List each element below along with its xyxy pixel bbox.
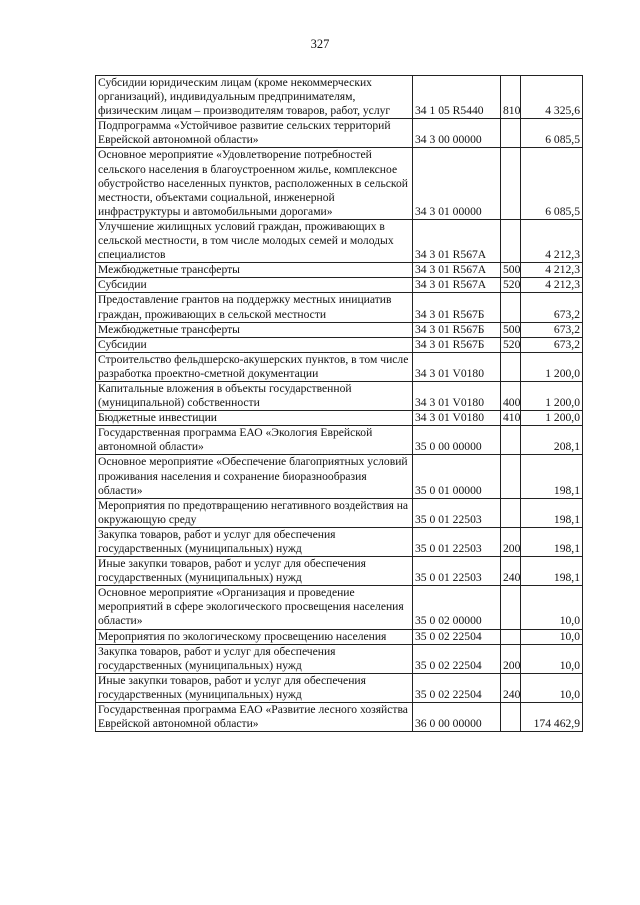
row-name-cell: Основное мероприятие «Организация и проведение мероприятий в сфере экологического просвещения населения области» [96,586,413,629]
row-code-cell: 34 3 01 V0180 [413,381,501,410]
row-name-cell: Субсидии [96,337,413,352]
row-code-cell: 35 0 02 22504 [413,629,501,644]
table-row [96,586,583,629]
row-amount-cell: 673,2 [521,293,583,322]
table-row [96,352,583,381]
row-code-cell: 34 3 01 R567A [413,278,501,293]
row-amount-cell: 1 200,0 [521,352,583,381]
row-expense-type-cell [501,629,521,644]
row-name-cell: Иные закупки товаров, работ и услуг для обеспечения государственных (муниципальных) нужд [96,557,413,586]
row-expense-type-cell [501,498,521,527]
row-amount-cell: 198,1 [521,527,583,556]
row-amount-cell: 10,0 [521,673,583,702]
row-name-cell: Основное мероприятие «Обеспечение благоприятных условий проживания населения и сохранение биоразнообразия области» [96,455,413,498]
row-amount-cell: 673,2 [521,337,583,352]
row-expense-type-cell: 200 [501,527,521,556]
row-code-cell: 35 0 01 22503 [413,498,501,527]
row-name-cell: Мероприятия по предотвращению негативного воздействия на окружающую среду [96,498,413,527]
row-amount-cell: 208,1 [521,426,583,455]
table-row [96,673,583,702]
table-row [96,337,583,352]
table-row [96,527,583,556]
table-row [96,703,583,732]
row-name-cell: Межбюджетные трансферты [96,263,413,278]
row-amount-cell: 6 085,5 [521,148,583,219]
row-code-cell: 34 3 01 R567Б [413,337,501,352]
row-code-cell: 34 1 05 R5440 [413,76,501,119]
row-amount-cell: 4 325,6 [521,76,583,119]
row-amount-cell: 10,0 [521,629,583,644]
row-name-cell: Бюджетные инвестиции [96,411,413,426]
row-expense-type-cell: 520 [501,278,521,293]
row-amount-cell: 673,2 [521,322,583,337]
row-name-cell: Иные закупки товаров, работ и услуг для обеспечения государственных (муниципальных) нужд [96,673,413,702]
row-name-cell: Государственная программа ЕАО «Развитие лесного хозяйства Еврейской автономной области» [96,703,413,732]
row-expense-type-cell: 500 [501,263,521,278]
table-row [96,119,583,148]
table-row [96,557,583,586]
row-code-cell: 34 3 01 V0180 [413,352,501,381]
row-code-cell: 35 0 02 22504 [413,673,501,702]
table-row [96,455,583,498]
row-amount-cell: 10,0 [521,644,583,673]
row-expense-type-cell [501,586,521,629]
row-amount-cell: 198,1 [521,455,583,498]
table-row [96,498,583,527]
row-code-cell: 35 0 00 00000 [413,426,501,455]
row-amount-cell: 4 212,3 [521,219,583,262]
row-expense-type-cell [501,293,521,322]
row-expense-type-cell [501,455,521,498]
row-amount-cell: 198,1 [521,498,583,527]
row-amount-cell: 1 200,0 [521,411,583,426]
row-code-cell: 34 3 01 R567A [413,263,501,278]
table-row [96,293,583,322]
row-expense-type-cell: 240 [501,557,521,586]
row-code-cell: 35 0 01 22503 [413,527,501,556]
row-expense-type-cell: 400 [501,381,521,410]
row-name-cell: Основное мероприятие «Удовлетворение потребностей сельского населения в благоустроенном жилье, комплексное обустройство населенных пунктов, расположенных в сельской местности, объектами социальной, инженерной инфраструктуры и автомобильными дорогами» [96,148,413,219]
row-expense-type-cell: 240 [501,673,521,702]
row-code-cell: 35 0 02 22504 [413,644,501,673]
row-expense-type-cell: 520 [501,337,521,352]
row-code-cell: 34 3 01 00000 [413,148,501,219]
table-row [96,411,583,426]
row-expense-type-cell [501,426,521,455]
table-row [96,644,583,673]
row-code-cell: 34 3 01 R567Б [413,322,501,337]
row-amount-cell: 174 462,9 [521,703,583,732]
row-amount-cell: 6 085,5 [521,119,583,148]
table-row [96,148,583,219]
row-expense-type-cell: 200 [501,644,521,673]
row-name-cell: Закупка товаров, работ и услуг для обеспечения государственных (муниципальных) нужд [96,644,413,673]
table-row [96,219,583,262]
row-expense-type-cell: 810 [501,76,521,119]
budget-table [95,75,583,732]
row-expense-type-cell: 500 [501,322,521,337]
row-name-cell: Государственная программа ЕАО «Экология Еврейской автономной области» [96,426,413,455]
table-row [96,381,583,410]
row-expense-type-cell [501,119,521,148]
row-expense-type-cell [501,703,521,732]
table-row [96,76,583,119]
table-row [96,263,583,278]
row-code-cell: 36 0 00 00000 [413,703,501,732]
row-amount-cell: 1 200,0 [521,381,583,410]
table-row [96,426,583,455]
row-expense-type-cell: 410 [501,411,521,426]
table-row [96,629,583,644]
budget-table-body [96,76,583,732]
row-amount-cell: 10,0 [521,586,583,629]
row-name-cell: Межбюджетные трансферты [96,322,413,337]
row-name-cell: Субсидии юридическим лицам (кроме некоммерческих организаций), индивидуальным предпринимателям, физическим лицам – производителям товаров, работ, услуг [96,76,413,119]
row-name-cell: Мероприятия по экологическому просвещению населения [96,629,413,644]
row-name-cell: Субсидии [96,278,413,293]
row-expense-type-cell [501,352,521,381]
row-name-cell: Строительство фельдшерско-акушерских пунктов, в том числе разработка проектно-сметной документации [96,352,413,381]
row-code-cell: 35 0 01 22503 [413,557,501,586]
row-amount-cell: 4 212,3 [521,278,583,293]
row-expense-type-cell [501,148,521,219]
row-name-cell: Закупка товаров, работ и услуг для обеспечения государственных (муниципальных) нужд [96,527,413,556]
row-code-cell: 35 0 02 00000 [413,586,501,629]
row-amount-cell: 4 212,3 [521,263,583,278]
row-expense-type-cell [501,219,521,262]
row-code-cell: 34 3 01 R567Б [413,293,501,322]
row-name-cell: Капитальные вложения в объекты государственной (муниципальной) собственности [96,381,413,410]
page-number: 327 [310,37,330,51]
row-code-cell: 34 3 01 V0180 [413,411,501,426]
row-name-cell: Улучшение жилищных условий граждан, проживающих в сельской местности, в том числе молодых семей и молодых специалистов [96,219,413,262]
row-amount-cell: 198,1 [521,557,583,586]
table-row [96,278,583,293]
table-row [96,322,583,337]
row-code-cell: 34 3 00 00000 [413,119,501,148]
row-name-cell: Подпрограмма «Устойчивое развитие сельских территорий Еврейской автономной области» [96,119,413,148]
row-code-cell: 35 0 01 00000 [413,455,501,498]
row-code-cell: 34 3 01 R567A [413,219,501,262]
row-name-cell: Предоставление грантов на поддержку местных инициатив граждан, проживающих в сельской местности [96,293,413,322]
